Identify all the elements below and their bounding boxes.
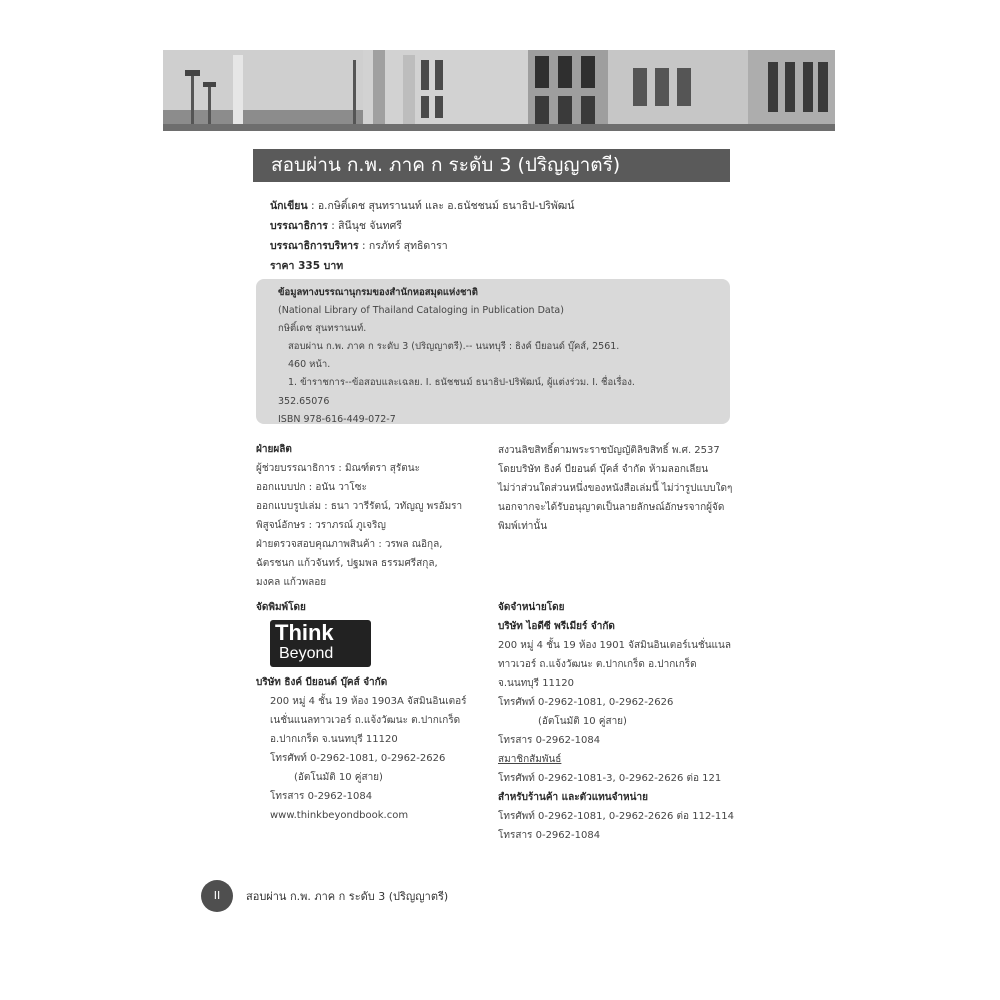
production-block: [256, 440, 462, 592]
production-line: ผู้ช่วยบรรณาธิการ : มิณฑ์ตรา สุรัตนะ: [256, 463, 420, 474]
think-beyond-logo: [270, 620, 371, 667]
page-title: สอบผ่าน ก.พ. ภาค ก ระดับ 3 (ปริญญาตรี): [253, 149, 730, 182]
credit-editor: บรรณาธิการ : สินีนุช จันทศรี: [270, 220, 402, 232]
production-heading: ฝ่ายผลิต: [256, 444, 292, 455]
distributor-company: บริษัท ไอดีซี พรีเมียร์ จำกัด: [498, 621, 615, 632]
cip-title: สอบผ่าน ก.พ. ภาค ก ระดับ 3 (ปริญญาตรี).-- นนทบุรี : ธิงค์ บียอนด์ บุ๊คส์, 2561.: [288, 341, 620, 353]
publisher-address: เนชั่นแนลทาวเวอร์ ถ.แจ้งวัฒนะ ต.ปากเกร็ด: [270, 715, 461, 726]
production-line: พิสูจน์อักษร : วราภรณ์ ภูเจริญ: [256, 520, 386, 531]
distributor-address: 200 หมู่ 4 ชั้น 19 ห้อง 1901 จัสมินอินเตอร์เนชั่นแนล: [498, 640, 731, 651]
distributor-phone-note: (อัตโนมัติ 10 คู่สาย): [538, 716, 627, 727]
credit-managing-editor: บรรณาธิการบริหาร : กรภัทร์ สุทธิดารา: [270, 240, 448, 252]
copyright-line: สงวนลิขสิทธิ์ตามพระราชบัญญัติลิขสิทธิ์ พ.ศ. 2537: [498, 445, 720, 456]
shops-phone: โทรศัพท์ 0-2962-1081, 0-2962-2626 ต่อ 112-114: [498, 811, 734, 822]
running-title: สอบผ่าน ก.พ. ภาค ก ระดับ 3 (ปริญญาตรี): [246, 890, 449, 903]
page-number-badge: II: [201, 880, 233, 912]
copyright-line: พิมพ์เท่านั้น: [498, 521, 548, 532]
production-line: ฝ่ายตรวจสอบคุณภาพสินค้า : วรพล ณอิกุล,: [256, 539, 443, 550]
publisher-company: บริษัท ธิงค์ บียอนด์ บุ๊คส์ จำกัด: [256, 677, 388, 688]
copyright-notice: [498, 441, 733, 536]
distributor-fax: โทรสาร 0-2962-1084: [498, 735, 601, 746]
distributor-address: จ.นนทบุรี 11120: [498, 678, 575, 689]
production-line: ออกแบบรูปเล่ม : ธนา วารีรัตน์, วทัญญู พรอัมรา: [256, 501, 463, 512]
publisher-address: อ.ปากเกร็ด จ.นนทบุรี 11120: [270, 734, 398, 745]
publisher-phone-note: (อัตโนมัติ 10 คู่สาย): [294, 772, 383, 783]
cip-heading-en: (National Library of Thailand Cataloging in Publication Data): [278, 305, 564, 317]
credits-block: [270, 196, 574, 276]
member-relations-label: สมาชิกสัมพันธ์: [498, 754, 562, 765]
production-line: มงคล แก้วพลอย: [256, 577, 327, 588]
building-photo: [163, 50, 835, 131]
copyright-line: ไม่ว่าส่วนใดส่วนหนึ่งของหนังสือเล่มนี้ ไม่ว่ารูปแบบใดๆ: [498, 483, 733, 494]
distributor-block: [498, 598, 734, 845]
publisher-block: [256, 598, 467, 825]
member-relations-phone: โทรศัพท์ 0-2962-1081-3, 0-2962-2626 ต่อ 121: [498, 773, 722, 784]
shops-heading: สำหรับร้านค้า และตัวแทนจำหน่าย: [498, 792, 648, 803]
cip-author: กษิติ์เดช สุนทรานนท์.: [278, 323, 367, 335]
credit-author: นักเขียน : อ.กษิติ์เดช สุนทรานนท์ และ อ.ธนัชชนม์ ธนาธิป-ปริพัฒน์: [270, 200, 575, 212]
cip-pages: 460 หน้า.: [288, 359, 331, 371]
logo-text-think: Think: [275, 620, 334, 645]
publisher-heading: จัดพิมพ์โดย: [256, 602, 306, 613]
cip-box: [256, 279, 730, 424]
cip-classification: 352.65076: [278, 395, 330, 407]
shops-fax: โทรสาร 0-2962-1084: [498, 830, 601, 841]
publisher-fax: โทรสาร 0-2962-1084: [270, 791, 373, 802]
cip-subjects: 1. ข้าราชการ--ข้อสอบและเฉลย. I. ธนัชชนม์ ธนาธิป-ปริพัฒน์, ผู้แต่งร่วม. I. ชื่อเรื่อง.: [288, 377, 635, 389]
publisher-website[interactable]: www.thinkbeyondbook.com: [270, 810, 409, 821]
production-line: ออกแบบปก : อนัน วาโซะ: [256, 482, 367, 493]
building-photo-banner: [163, 50, 835, 131]
credit-price: ราคา 335 บาท: [270, 260, 344, 272]
copyright-line: โดยบริษัท ธิงค์ บียอนด์ บุ๊คส์ จำกัด ห้ามลอกเลียน: [498, 464, 709, 475]
distributor-phone: โทรศัพท์ 0-2962-1081, 0-2962-2626: [498, 697, 674, 708]
logo-text-beyond: Beyond: [279, 645, 334, 662]
distributor-address: ทาวเวอร์ ถ.แจ้งวัฒนะ ต.ปากเกร็ด อ.ปากเกร็ด: [498, 659, 697, 670]
distributor-heading: จัดจำหน่ายโดย: [498, 602, 565, 613]
publisher-address: 200 หมู่ 4 ชั้น 19 ห้อง 1903A จัสมินอินเตอร์: [270, 696, 467, 707]
banner-perforated-edge: [163, 127, 835, 135]
copyright-line: นอกจากจะได้รับอนุญาตเป็นลายลักษณ์อักษรจากผู้จัด: [498, 502, 725, 513]
cip-isbn: ISBN 978-616-449-072-7: [278, 413, 396, 425]
publisher-phone: โทรศัพท์ 0-2962-1081, 0-2962-2626: [270, 753, 446, 764]
cip-heading: ข้อมูลทางบรรณานุกรมของสำนักหอสมุดแห่งชาติ: [278, 287, 478, 298]
production-line: ฉัตรชนก แก้วจันทร์, ปฐมพล ธรรมศรีสกุล,: [256, 558, 438, 569]
